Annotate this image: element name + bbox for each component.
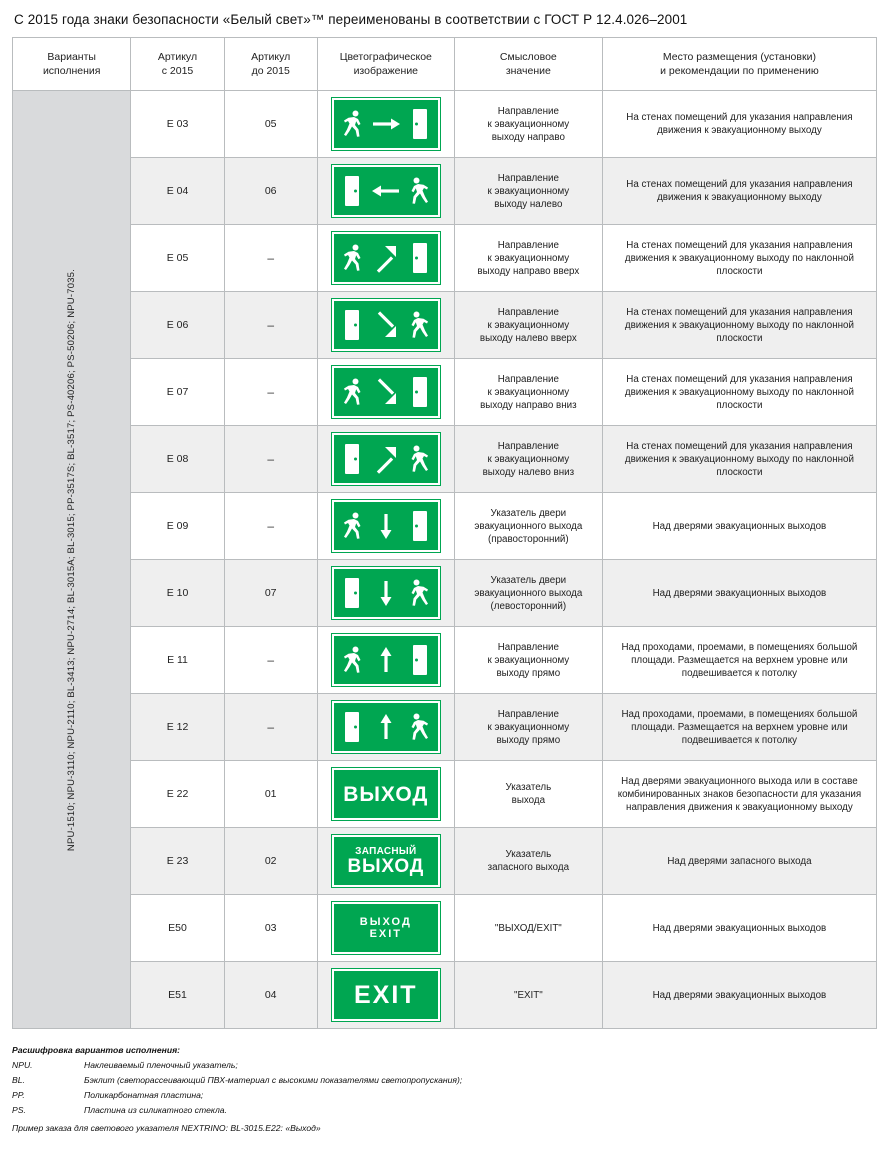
sign-text-line1: ВЫХОД	[359, 915, 412, 928]
header-img-line2: изображение	[353, 65, 419, 78]
legend-title: Расшифровка вариантов исполнения:	[12, 1045, 180, 1056]
article-old: –	[224, 694, 317, 761]
sign-image-cell	[317, 828, 454, 895]
arrow-down-right-icon	[369, 310, 403, 340]
legend-value: Наклеиваемый пленочный указатель;	[84, 1060, 238, 1071]
header-art05-line2: до 2015	[251, 65, 290, 78]
legend-key: PS.	[12, 1105, 26, 1116]
door-icon	[345, 712, 359, 742]
article-new: E50	[131, 895, 224, 962]
sign-image-cell	[317, 158, 454, 225]
placement-cell: На стенах помещений для указания направления движения к эвакуационному выходу	[602, 91, 876, 158]
article-new: E 23	[131, 828, 224, 895]
meaning-line: Указатель	[505, 782, 552, 794]
meaning-line: к эвакуационному	[487, 118, 570, 130]
meaning-line: Направление	[497, 440, 559, 452]
table-row	[13, 694, 877, 761]
meaning-cell	[454, 694, 602, 761]
meaning-line: выходу налево	[494, 198, 563, 210]
placement-cell: На стенах помещений для указания направления движения к эвакуационному выходу по наклонной плоскости	[602, 359, 876, 426]
sign-straight-left	[332, 701, 440, 753]
meaning-line: Направление	[497, 306, 559, 318]
legend-note: Пример заказа для светового указателя NEXTRINO: BL-3015.E22: «Выход»	[12, 1122, 321, 1133]
column-header-image	[317, 38, 454, 91]
sign-image-cell	[317, 560, 454, 627]
meaning-line: выходу прямо	[496, 667, 561, 679]
article-old: 03	[224, 895, 317, 962]
header-art05-line1: Артикул	[251, 51, 291, 63]
meaning-line: выходу направо вниз	[480, 399, 577, 411]
sign-image-cell	[317, 292, 454, 359]
meaning-cell	[454, 426, 602, 493]
meaning-line: выходу направо вверх	[477, 265, 580, 277]
running-man-icon	[407, 444, 429, 474]
sign-door-right	[332, 500, 440, 552]
placement-cell: Над дверями эвакуационных выходов	[602, 895, 876, 962]
table-row	[13, 962, 877, 1029]
running-man-icon	[407, 712, 429, 742]
meaning-cell	[454, 493, 602, 560]
table-row	[13, 225, 877, 292]
meaning-cell	[454, 359, 602, 426]
table-row	[13, 292, 877, 359]
header-variants-line2: исполнения	[42, 65, 101, 78]
running-man-icon	[343, 243, 365, 273]
meaning-line: Направление	[497, 708, 559, 720]
sign-door-left	[332, 567, 440, 619]
legend	[12, 1043, 877, 1135]
running-man-icon	[407, 176, 429, 206]
placement-cell: На стенах помещений для указания направления движения к эвакуационному выходу по наклонной плоскости	[602, 426, 876, 493]
header-mean-line1: Смысловое	[499, 51, 557, 63]
running-man-icon	[407, 578, 429, 608]
meaning-line: Направление	[497, 105, 559, 117]
placement-cell: Над дверями эвакуационных выходов	[602, 962, 876, 1029]
arrow-down-icon	[369, 578, 403, 608]
placement-cell: Над проходами, проемами, в помещениях большой площади. Размещается на верхнем уровне или подвешивается к потолку	[602, 627, 876, 694]
meaning-cell	[454, 91, 602, 158]
article-old: 06	[224, 158, 317, 225]
article-old: 05	[224, 91, 317, 158]
sign-text: EXIT	[354, 980, 418, 1009]
sign-exit-down-left	[332, 433, 440, 485]
table-row	[13, 158, 877, 225]
article-old: –	[224, 426, 317, 493]
meaning-line: запасного выхода	[487, 862, 570, 874]
sign-image-cell	[317, 627, 454, 694]
running-man-icon	[343, 645, 365, 675]
sign-text-line1: ЗАПАСНЫЙ	[355, 846, 417, 858]
meaning-line: Указатель	[505, 849, 552, 861]
meaning-line: выходу налево вверх	[479, 332, 577, 344]
meaning-cell	[454, 895, 602, 962]
meaning-line: выходу прямо	[496, 734, 561, 746]
column-header-article-old	[224, 38, 317, 91]
header-row	[13, 38, 877, 91]
legend-item	[12, 1103, 877, 1118]
article-new: E 07	[131, 359, 224, 426]
arrow-left-icon	[369, 176, 403, 206]
meaning-line: (правосторонний)	[488, 533, 569, 545]
sign-text-line2: ВЫХОД	[347, 856, 425, 878]
running-man-icon	[343, 377, 365, 407]
legend-key: PP.	[12, 1090, 25, 1101]
sign-image-cell	[317, 359, 454, 426]
header-mean-line2: значение	[505, 65, 551, 78]
article-new: E 10	[131, 560, 224, 627]
article-new: E 03	[131, 91, 224, 158]
meaning-line: выхода	[511, 795, 546, 807]
sign-text-zapasnyy-vyhod	[332, 835, 440, 887]
meaning-line: "ВЫХОД/EXIT"	[494, 922, 562, 934]
sign-straight-right	[332, 634, 440, 686]
article-old: –	[224, 627, 317, 694]
sign-image-cell	[317, 694, 454, 761]
article-new: E 05	[131, 225, 224, 292]
article-old: 04	[224, 962, 317, 1029]
meaning-line: Направление	[497, 373, 559, 385]
article-new: E 11	[131, 627, 224, 694]
variants-vertical-text: NPU-1510; NPU-3110; NPU-2110; BL-3413; NPU-2714; BL-3015A; BL-3015; PP-3517S; BL-3517; PS-40206; PS-50206; NPU-7035.	[66, 268, 78, 851]
article-new: E 08	[131, 426, 224, 493]
sign-image-cell	[317, 225, 454, 292]
sign-exit-up-left	[332, 299, 440, 351]
table-body	[13, 91, 877, 1029]
sign-exit-up-right	[332, 232, 440, 284]
meaning-line: выходу налево вниз	[482, 466, 575, 478]
table-header	[13, 38, 877, 91]
placement-cell: Над дверями эвакуационного выхода или в составе комбинированных знаков безопасности для указания направления движения к эвакуационному выходу	[602, 761, 876, 828]
legend-key: NPU.	[12, 1060, 33, 1071]
meaning-line: к эвакуационному	[487, 386, 570, 398]
column-header-variants	[13, 38, 131, 91]
article-new: E 06	[131, 292, 224, 359]
sign-exit-left	[332, 165, 440, 217]
article-old: –	[224, 493, 317, 560]
table-row	[13, 627, 877, 694]
meaning-line: к эвакуационному	[487, 319, 570, 331]
meaning-line: Направление	[497, 239, 559, 251]
meaning-cell	[454, 627, 602, 694]
door-icon	[345, 176, 359, 206]
placement-cell: Над проходами, проемами, в помещениях большой площади. Размещается на верхнем уровне или подвешивается к потолку	[602, 694, 876, 761]
sign-text-line2: EXIT	[369, 928, 403, 941]
article-old: –	[224, 225, 317, 292]
sign-image-cell	[317, 426, 454, 493]
meaning-line: эвакуационного выхода	[474, 587, 583, 599]
header-place-line1: Место размещения (установки)	[662, 51, 816, 63]
arrow-down-icon	[369, 511, 403, 541]
legend-item	[12, 1088, 877, 1103]
table-row	[13, 895, 877, 962]
legend-value: Пластина из силикатного стекла.	[84, 1105, 227, 1116]
article-new: E 09	[131, 493, 224, 560]
article-old: –	[224, 359, 317, 426]
placement-cell: На стенах помещений для указания направления движения к эвакуационному выходу по наклонной плоскости	[602, 292, 876, 359]
meaning-cell	[454, 962, 602, 1029]
door-icon	[413, 243, 427, 273]
arrow-down-right-icon	[369, 377, 403, 407]
placement-cell: Над дверями эвакуационных выходов	[602, 493, 876, 560]
meaning-line: выходу направо	[491, 131, 565, 143]
placement-cell: На стенах помещений для указания направления движения к эвакуационному выходу	[602, 158, 876, 225]
door-icon	[413, 109, 427, 139]
header-img-line1: Цветографическое	[339, 51, 432, 63]
sign-image-cell	[317, 761, 454, 828]
meaning-cell	[454, 828, 602, 895]
article-old: 07	[224, 560, 317, 627]
door-icon	[413, 645, 427, 675]
legend-item	[12, 1073, 877, 1088]
sign-exit-right	[332, 98, 440, 150]
meaning-line: к эвакуационному	[487, 721, 570, 733]
arrow-up-icon	[369, 712, 403, 742]
meaning-line: к эвакуационному	[487, 654, 570, 666]
arrow-right-icon	[369, 109, 403, 139]
meaning-line: эвакуационного выхода	[474, 520, 583, 532]
table-row	[13, 828, 877, 895]
meaning-line: Указатель двери	[490, 574, 567, 586]
sign-exit-down-right	[332, 366, 440, 418]
legend-key: BL.	[12, 1075, 25, 1086]
sign-image-cell	[317, 962, 454, 1029]
meaning-cell	[454, 292, 602, 359]
door-icon	[345, 578, 359, 608]
sign-text-vyhod	[332, 768, 440, 820]
running-man-icon	[343, 109, 365, 139]
sign-image-cell	[317, 493, 454, 560]
variants-cell	[13, 91, 131, 1029]
placement-cell: На стенах помещений для указания направления движения к эвакуационному выходу по наклонной плоскости	[602, 225, 876, 292]
running-man-icon	[343, 511, 365, 541]
header-art15-line2: с 2015	[161, 65, 194, 78]
placement-cell: Над дверями запасного выхода	[602, 828, 876, 895]
article-old: –	[224, 292, 317, 359]
article-new: E 12	[131, 694, 224, 761]
meaning-line: "EXIT"	[513, 989, 543, 1001]
arrow-up-right-icon	[369, 444, 403, 474]
legend-item	[12, 1058, 877, 1073]
header-variants-line1: Варианты	[47, 51, 96, 63]
sign-text: ВЫХОД	[343, 782, 429, 806]
meaning-line: Направление	[497, 641, 559, 653]
meaning-cell	[454, 560, 602, 627]
placement-cell: Над дверями эвакуационных выходов	[602, 560, 876, 627]
table-row	[13, 91, 877, 158]
meaning-line: к эвакуационному	[487, 185, 570, 197]
running-man-icon	[407, 310, 429, 340]
meaning-cell	[454, 225, 602, 292]
column-header-article-new	[131, 38, 224, 91]
table-row	[13, 560, 877, 627]
page-title: С 2015 года знаки безопасности «Белый свет»™ переименованы в соответствии с ГОСТ Р 12.4.026–2001	[14, 12, 688, 27]
table-row	[13, 359, 877, 426]
sign-text-vyhod-exit	[332, 902, 440, 954]
meaning-line: Направление	[497, 172, 559, 184]
article-old: 01	[224, 761, 317, 828]
article-new: E 22	[131, 761, 224, 828]
table-row	[13, 493, 877, 560]
meaning-line: Указатель двери	[490, 507, 567, 519]
table-row	[13, 761, 877, 828]
door-icon	[345, 310, 359, 340]
meaning-line: к эвакуационному	[487, 453, 570, 465]
door-icon	[345, 444, 359, 474]
column-header-placement	[602, 38, 876, 91]
arrow-up-right-icon	[369, 243, 403, 273]
column-header-meaning	[454, 38, 602, 91]
meaning-line: к эвакуационному	[487, 252, 570, 264]
signs-table	[12, 37, 877, 1029]
header-art15-line1: Артикул	[157, 51, 198, 63]
article-old: 02	[224, 828, 317, 895]
article-new: E 04	[131, 158, 224, 225]
meaning-line: (левосторонний)	[490, 600, 567, 612]
article-new: E51	[131, 962, 224, 1029]
table-row	[13, 426, 877, 493]
door-icon	[413, 377, 427, 407]
sign-image-cell	[317, 91, 454, 158]
arrow-up-icon	[369, 645, 403, 675]
sign-image-cell	[317, 895, 454, 962]
door-icon	[413, 511, 427, 541]
header-place-line2: и рекомендации по применению	[660, 65, 819, 78]
sign-text-exit	[332, 969, 440, 1021]
meaning-cell	[454, 761, 602, 828]
legend-value: Бэклит (светорассеивающий ПВХ-материал с высокими показателями светопропускания);	[84, 1075, 463, 1086]
meaning-cell	[454, 158, 602, 225]
legend-value: Поликарбонатная пластина;	[84, 1090, 204, 1101]
